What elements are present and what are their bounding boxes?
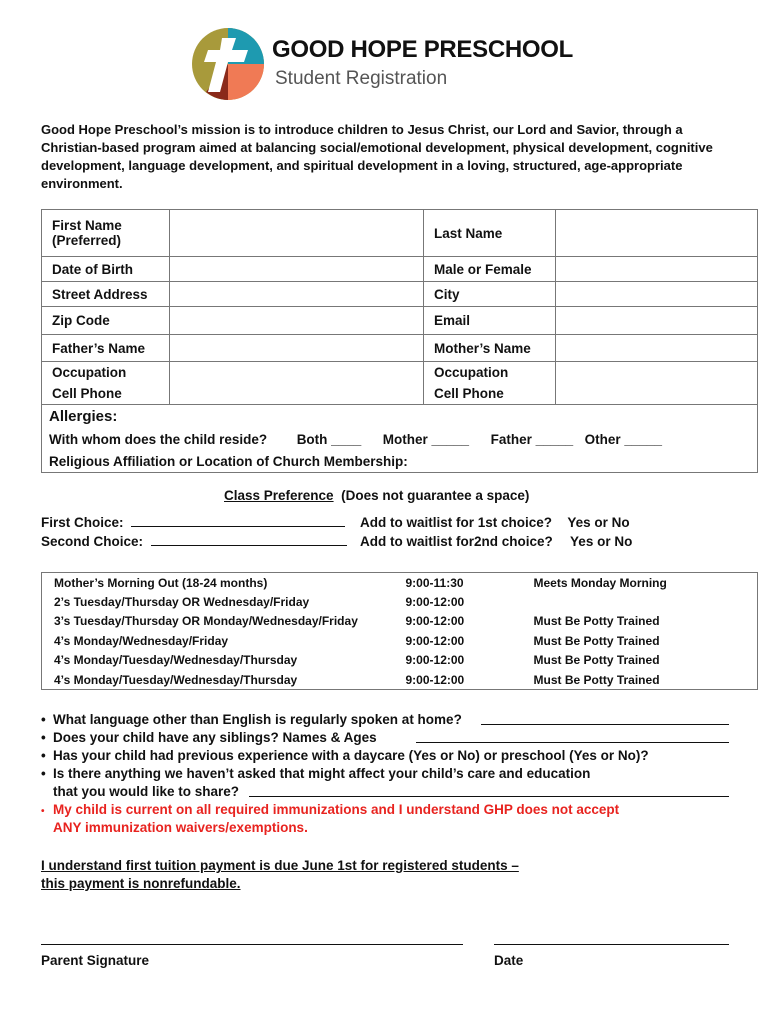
city-label: City [424, 282, 556, 307]
zip-label: Zip Code [42, 307, 170, 335]
zip-field[interactable] [170, 307, 424, 335]
second-choice-row [41, 534, 347, 549]
waitlist-second-label: Add to waitlist for2nd choice? [360, 534, 553, 549]
schedule-note: Must Be Potty Trained [533, 614, 660, 629]
registration-table [41, 209, 758, 473]
schedule-time: 9:00-11:30 [405, 575, 464, 590]
question-experience: • Has your child had previous experience with a daycare (Yes or No) or preschool (Yes or No)? [41, 748, 649, 763]
parent-signature-field[interactable] [41, 944, 463, 945]
class-preference-heading [224, 488, 529, 503]
first-choice-row [41, 515, 345, 530]
email-field[interactable] [556, 307, 758, 335]
city-field[interactable] [556, 282, 758, 307]
question-siblings-field[interactable] [416, 742, 729, 743]
tuition-notice-line2: this payment is nonrefundable. [41, 876, 241, 891]
mother-cell-label: Cell Phone [424, 384, 556, 405]
schedule-row [42, 670, 758, 690]
father-cell-field[interactable] [170, 384, 424, 405]
dob-label: Date of Birth [42, 257, 170, 282]
schedule-time: 9:00-12:00 [405, 633, 465, 648]
schedule-note: Meets Monday Morning [533, 575, 667, 590]
first-name-field[interactable] [170, 210, 424, 257]
schedule-table [41, 572, 758, 690]
schedule-note: Must Be Potty Trained [533, 653, 660, 668]
street-label: Street Address [42, 282, 170, 307]
mother-occupation-label: Occupation [424, 362, 556, 384]
school-name: GOOD HOPE PRESCHOOL [272, 36, 574, 63]
second-choice-label: Second Choice: [41, 534, 144, 549]
immunization-statement-line2 [41, 819, 741, 837]
reside-both-option[interactable]: Both ____ [296, 432, 362, 447]
tuition-notice [41, 857, 519, 893]
schedule-program: 4’s Monday/Wednesday/Friday [54, 633, 229, 648]
street-field[interactable] [170, 282, 424, 307]
schedule-row [42, 612, 758, 632]
tuition-notice-line1: I understand first tuition payment is due June 1st for registered students – [41, 858, 519, 873]
question-siblings-text: Does your child have any siblings? Names & Ages [53, 730, 377, 745]
schedule-time: 9:00-12:00 [405, 672, 465, 687]
schedule-note: Must Be Potty Trained [533, 633, 660, 648]
first-choice-label: First Choice: [41, 515, 124, 530]
schedule-program: 4’s Monday/Tuesday/Wednesday/Thursday [54, 653, 298, 668]
question-experience-text: Has your child had previous experience with a daycare (Yes or No) or preschool (Yes or No)? [53, 748, 649, 763]
schedule-time: 9:00-12:00 [405, 594, 465, 609]
gender-label: Male or Female [424, 257, 556, 282]
parent-signature-label: Parent Signature [41, 953, 150, 968]
waitlist-second-yes-no[interactable]: Yes or No [570, 534, 633, 549]
allergies-label: Allergies: [49, 408, 118, 426]
schedule-program: 3’s Tuesday/Thursday OR Monday/Wednesday/Friday [54, 614, 358, 629]
father-name-field[interactable] [170, 335, 424, 362]
question-language-field[interactable] [481, 724, 729, 725]
first-choice-field[interactable] [131, 515, 345, 527]
question-other: • Is there anything we haven’t asked that might affect your child’s care and education [41, 766, 591, 781]
schedule-row [42, 651, 758, 671]
religious-affiliation-label: Religious Affiliation or Location of Church Membership: [49, 453, 408, 469]
question-other-line2 [41, 783, 741, 801]
questions-list [41, 711, 741, 837]
mother-occupation-field[interactable] [556, 362, 758, 384]
schedule-time: 9:00-12:00 [405, 653, 465, 668]
question-other-field[interactable] [249, 796, 729, 797]
reside-father-option[interactable]: Father _____ [490, 432, 574, 447]
waitlist-first-row [360, 515, 630, 530]
father-occupation-field[interactable] [170, 362, 424, 384]
waitlist-first-yes-no[interactable]: Yes or No [567, 515, 630, 530]
reside-other-option[interactable]: Other _____ [584, 432, 662, 447]
document-subtitle: Student Registration [275, 68, 448, 89]
mother-name-field[interactable] [556, 335, 758, 362]
waitlist-second-row [360, 534, 632, 549]
first-name-label: First Name (Preferred) [42, 210, 170, 257]
schedule-note [522, 592, 758, 612]
father-cell-label: Cell Phone [42, 384, 170, 405]
last-name-field[interactable] [556, 210, 758, 257]
school-logo [192, 28, 264, 100]
gender-field[interactable] [556, 257, 758, 282]
waitlist-first-label: Add to waitlist for 1st choice? [360, 515, 553, 530]
reside-row [42, 429, 758, 451]
question-language-text: What language other than English is regularly spoken at home? [53, 712, 462, 727]
schedule-row [42, 631, 758, 651]
date-label: Date [494, 953, 524, 968]
mother-cell-field[interactable] [556, 384, 758, 405]
immunization-statement: • My child is current on all required immunizations and I understand GHP does not accept [41, 802, 620, 817]
reside-mother-option[interactable]: Mother _____ [382, 432, 470, 447]
schedule-time: 9:00-12:00 [405, 614, 465, 629]
question-other-text-line1: Is there anything we haven’t asked that might affect your child’s care and education [53, 766, 591, 781]
schedule-program: 2’s Tuesday/Thursday OR Wednesday/Friday [54, 594, 310, 609]
schedule-note: Must Be Potty Trained [533, 672, 660, 687]
reside-question: With whom does the child reside? [49, 432, 268, 447]
schedule-program: 4’s Monday/Tuesday/Wednesday/Thursday [54, 672, 298, 687]
date-field[interactable] [494, 944, 729, 945]
class-preference-title: Class Preference [224, 488, 334, 503]
question-other-text-line2: that you would like to share? [53, 784, 240, 799]
question-language: • What language other than English is regularly spoken at home? [41, 711, 741, 729]
father-occupation-label: Occupation [42, 362, 170, 384]
immunization-text-line2: ANY immunization waivers/exemptions. [53, 820, 308, 835]
schedule-row [42, 592, 758, 612]
dob-field[interactable] [170, 257, 424, 282]
allergies-field[interactable] [42, 405, 758, 429]
schedule-row [42, 573, 758, 593]
mission-statement: Good Hope Preschool’s mission is to introduce children to Jesus Christ, our Lord and Savior, through a Christian-based program aimed at balancing social/emotional development, physical development, cognitive development, language development, and spiritual development in a loving, structured, age-appropriate environment. [41, 122, 713, 191]
schedule-program: Mother’s Morning Out (18-24 months) [54, 575, 268, 590]
second-choice-field[interactable] [151, 534, 347, 546]
question-siblings: • Does your child have any siblings? Names & Ages [41, 729, 741, 747]
last-name-label: Last Name [424, 210, 556, 257]
email-label: Email [424, 307, 556, 335]
class-preference-note: (Does not guarantee a space) [341, 488, 530, 503]
logo-salmon-segment [228, 64, 264, 100]
father-name-label: Father’s Name [42, 335, 170, 362]
mother-name-label: Mother’s Name [424, 335, 556, 362]
religious-affiliation-field[interactable] [42, 451, 758, 473]
immunization-text-line1: My child is current on all required immunizations and I understand GHP does not accept [53, 802, 620, 817]
